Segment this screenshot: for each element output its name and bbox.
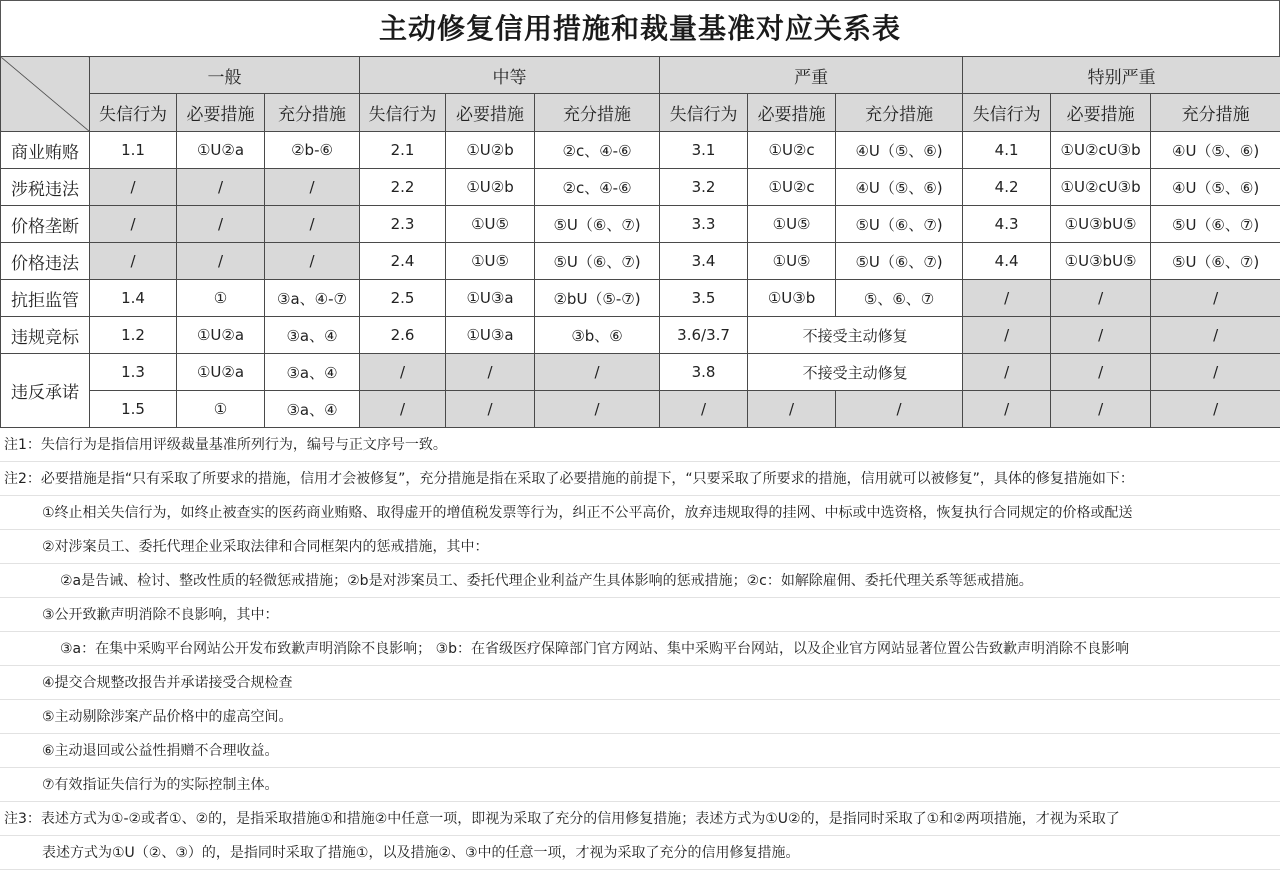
table-cell: ②c、④-⑥ <box>535 132 660 169</box>
table-row <box>1 132 1280 169</box>
table-cell: 3.3 <box>660 206 748 243</box>
subheader-behavior: 失信行为 <box>90 94 177 132</box>
table-cell: ③b、⑥ <box>535 317 660 354</box>
table-cell: 4.2 <box>963 169 1051 206</box>
measure-3-detail: ③a：在集中采购平台网站公开发布致歉声明消除不良影响； ③b：在省级医疗保障部门官方网站、集中采购平台网站，以及企业官方网站显著位置公告致歉声明消除不良影响 <box>0 632 1280 666</box>
table-cell: ⑤U（⑥、⑦) <box>1151 206 1280 243</box>
table-cell: / <box>265 206 360 243</box>
table-cell: 4.1 <box>963 132 1051 169</box>
table-cell: / <box>446 354 535 391</box>
measure-3: ③公开致歉声明消除不良影响，其中： <box>0 598 1280 632</box>
subheader-sufficient: 充分措施 <box>836 94 963 132</box>
table-cell: / <box>1151 354 1280 391</box>
table-cell: ① <box>177 280 265 317</box>
subheader-sufficient: 充分措施 <box>265 94 360 132</box>
subheader-behavior: 失信行为 <box>660 94 748 132</box>
table-cell: 1.5 <box>90 391 177 428</box>
measure-6: ⑥主动退回或公益性捐赠不合理收益。 <box>0 734 1280 768</box>
table-cell: ⑤U（⑥、⑦) <box>836 243 963 280</box>
table-cell: 3.4 <box>660 243 748 280</box>
table-cell: / <box>446 391 535 428</box>
table-cell: ①U③a <box>446 280 535 317</box>
table-cell: / <box>535 391 660 428</box>
subheader-necessary: 必要措施 <box>177 94 265 132</box>
table-cell: ④U（⑤、⑥) <box>1151 132 1280 169</box>
row-label: 违反承诺 <box>1 354 90 428</box>
table-cell: ①U②a <box>177 132 265 169</box>
table-cell: 2.6 <box>360 317 446 354</box>
table-cell: / <box>836 391 963 428</box>
table-cell: / <box>1051 391 1151 428</box>
table-cell: ③a、④ <box>265 391 360 428</box>
table-cell: ④U（⑤、⑥) <box>836 132 963 169</box>
merged-cell: 不接受主动修复 <box>748 354 963 391</box>
note-2: 注2：必要措施是指“只有采取了所要求的措施，信用才会被修复”，充分措施是指在采取了必要措施的前提下，“只要采取了所要求的措施，信用就可以被修复”，具体的修复措施如下： <box>0 462 1280 496</box>
subheader-necessary: 必要措施 <box>748 94 836 132</box>
table-cell: / <box>177 206 265 243</box>
row-label: 涉税违法 <box>1 169 90 206</box>
measure-2-detail: ②a是告诫、检讨、整改性质的轻微惩戒措施；②b是对涉案员工、委托代理企业利益产生具体影响的惩戒措施；②c：如解除雇佣、委托代理关系等惩戒措施。 <box>0 564 1280 598</box>
table-cell: 2.2 <box>360 169 446 206</box>
table-cell: ①U③b <box>748 280 836 317</box>
table-cell: ①U⑤ <box>748 243 836 280</box>
table-cell: / <box>535 354 660 391</box>
table-row <box>1 169 1280 206</box>
table-cell: / <box>265 169 360 206</box>
table-cell: ③a、④ <box>265 317 360 354</box>
table-cell: / <box>177 169 265 206</box>
table-cell: ①U②b <box>446 169 535 206</box>
table-cell: / <box>360 354 446 391</box>
row-label: 价格垄断 <box>1 206 90 243</box>
table-cell: / <box>963 280 1051 317</box>
table-cell: / <box>963 317 1051 354</box>
measure-5: ⑤主动剔除涉案产品价格中的虚高空间。 <box>0 700 1280 734</box>
table-cell: 2.5 <box>360 280 446 317</box>
subheader-behavior: 失信行为 <box>360 94 446 132</box>
diagonal-header-cell <box>1 57 90 132</box>
table-cell: / <box>360 391 446 428</box>
table-cell: ⑤U（⑥、⑦) <box>836 206 963 243</box>
table-cell: / <box>90 206 177 243</box>
measure-4: ④提交合规整改报告并承诺接受合规检查 <box>0 666 1280 700</box>
table-cell: / <box>660 391 748 428</box>
table-cell: ①U②a <box>177 317 265 354</box>
table-cell: / <box>1151 280 1280 317</box>
table-cell: 2.3 <box>360 206 446 243</box>
subheader-behavior: 失信行为 <box>963 94 1051 132</box>
table-cell: ①U②cU③b <box>1051 169 1151 206</box>
note-3: 注3：表述方式为①-②或者①、②的，是指采取措施①和措施②中任意一项，即视为采取了充分的信用修复措施；表述方式为①U②的，是指同时采取了①和②两项措施，才视为采取了 <box>0 802 1280 836</box>
table-cell: ⑤U（⑥、⑦) <box>535 243 660 280</box>
table-cell: ①U②cU③b <box>1051 132 1151 169</box>
notes-section <box>0 428 1280 870</box>
table-cell: ① <box>177 391 265 428</box>
measure-1: ①终止相关失信行为，如终止被查实的医药商业贿赂、取得虚开的增值税发票等行为，纠正不公平高价，放弃违规取得的挂网、中标或中选资格，恢复执行合同规定的价格或配送 <box>0 496 1280 530</box>
measure-7: ⑦有效指证失信行为的实际控制主体。 <box>0 768 1280 802</box>
table-row <box>1 317 1280 354</box>
table-cell: ①U⑤ <box>446 206 535 243</box>
row-label: 违规竞标 <box>1 317 90 354</box>
group-header-medium: 中等 <box>360 57 660 94</box>
table-cell: / <box>1151 317 1280 354</box>
table-cell: 1.2 <box>90 317 177 354</box>
subheader-necessary: 必要措施 <box>446 94 535 132</box>
table-cell: 3.1 <box>660 132 748 169</box>
group-header-serious: 严重 <box>660 57 963 94</box>
table-cell: ①U③a <box>446 317 535 354</box>
table-cell: ⑤U（⑥、⑦) <box>1151 243 1280 280</box>
note-1: 注1：失信行为是指信用评级裁量基准所列行为，编号与正文序号一致。 <box>0 428 1280 462</box>
table-cell: 1.3 <box>90 354 177 391</box>
note-3-continued: 表述方式为①U（②、③）的，是指同时采取了措施①，以及措施②、③中的任意一项，才视为采取了充分的信用修复措施。 <box>0 836 1280 870</box>
table-cell: ①U⑤ <box>446 243 535 280</box>
table-cell: / <box>177 243 265 280</box>
table-cell: ⑤U（⑥、⑦) <box>535 206 660 243</box>
table-cell: / <box>1151 391 1280 428</box>
table-cell: / <box>1051 280 1151 317</box>
table-cell: ①U②b <box>446 132 535 169</box>
table-cell: / <box>963 391 1051 428</box>
row-label: 商业贿赂 <box>1 132 90 169</box>
table-row <box>1 354 1280 391</box>
row-label: 价格违法 <box>1 243 90 280</box>
subheader-sufficient: 充分措施 <box>535 94 660 132</box>
table-cell: ④U（⑤、⑥) <box>836 169 963 206</box>
table-cell: ⑤、⑥、⑦ <box>836 280 963 317</box>
table-cell: ②b-⑥ <box>265 132 360 169</box>
table-cell: / <box>1051 317 1151 354</box>
table-cell: ③a、④ <box>265 354 360 391</box>
merged-cell: 不接受主动修复 <box>748 317 963 354</box>
table-cell: 2.4 <box>360 243 446 280</box>
table-cell: ①U③bU⑤ <box>1051 206 1151 243</box>
table-cell: 1.4 <box>90 280 177 317</box>
table-cell: 4.3 <box>963 206 1051 243</box>
table-cell: ①U②c <box>748 169 836 206</box>
table-cell: / <box>265 243 360 280</box>
table-row <box>1 280 1280 317</box>
page-title: 主动修复信用措施和裁量基准对应关系表 <box>0 0 1280 56</box>
table-cell: / <box>748 391 836 428</box>
table-cell: / <box>90 243 177 280</box>
table-cell: ①U②c <box>748 132 836 169</box>
table-cell: ①U⑤ <box>748 206 836 243</box>
table-cell: ③a、④-⑦ <box>265 280 360 317</box>
subheader-necessary: 必要措施 <box>1051 94 1151 132</box>
table-cell: 2.1 <box>360 132 446 169</box>
group-header-especially-serious: 特别严重 <box>963 57 1280 94</box>
table-cell: ②bU（⑤-⑦) <box>535 280 660 317</box>
table-cell: 4.4 <box>963 243 1051 280</box>
table-cell: 3.2 <box>660 169 748 206</box>
group-header-general: 一般 <box>90 57 360 94</box>
table-row <box>1 243 1280 280</box>
table-cell: 1.1 <box>90 132 177 169</box>
table-cell: ①U②a <box>177 354 265 391</box>
table-cell: / <box>963 354 1051 391</box>
table-cell: ②c、④-⑥ <box>535 169 660 206</box>
measures-table <box>0 56 1280 428</box>
subheader-sufficient: 充分措施 <box>1151 94 1280 132</box>
table-cell: ④U（⑤、⑥) <box>1151 169 1280 206</box>
table-cell: 3.8 <box>660 354 748 391</box>
table-cell: 3.6/3.7 <box>660 317 748 354</box>
table-cell: ①U③bU⑤ <box>1051 243 1151 280</box>
table-row <box>1 391 1280 428</box>
row-label: 抗拒监管 <box>1 280 90 317</box>
table-cell: / <box>90 169 177 206</box>
table-cell: 3.5 <box>660 280 748 317</box>
table-cell: / <box>1051 354 1151 391</box>
table-row <box>1 206 1280 243</box>
measure-2: ②对涉案员工、委托代理企业采取法律和合同框架内的惩戒措施，其中： <box>0 530 1280 564</box>
